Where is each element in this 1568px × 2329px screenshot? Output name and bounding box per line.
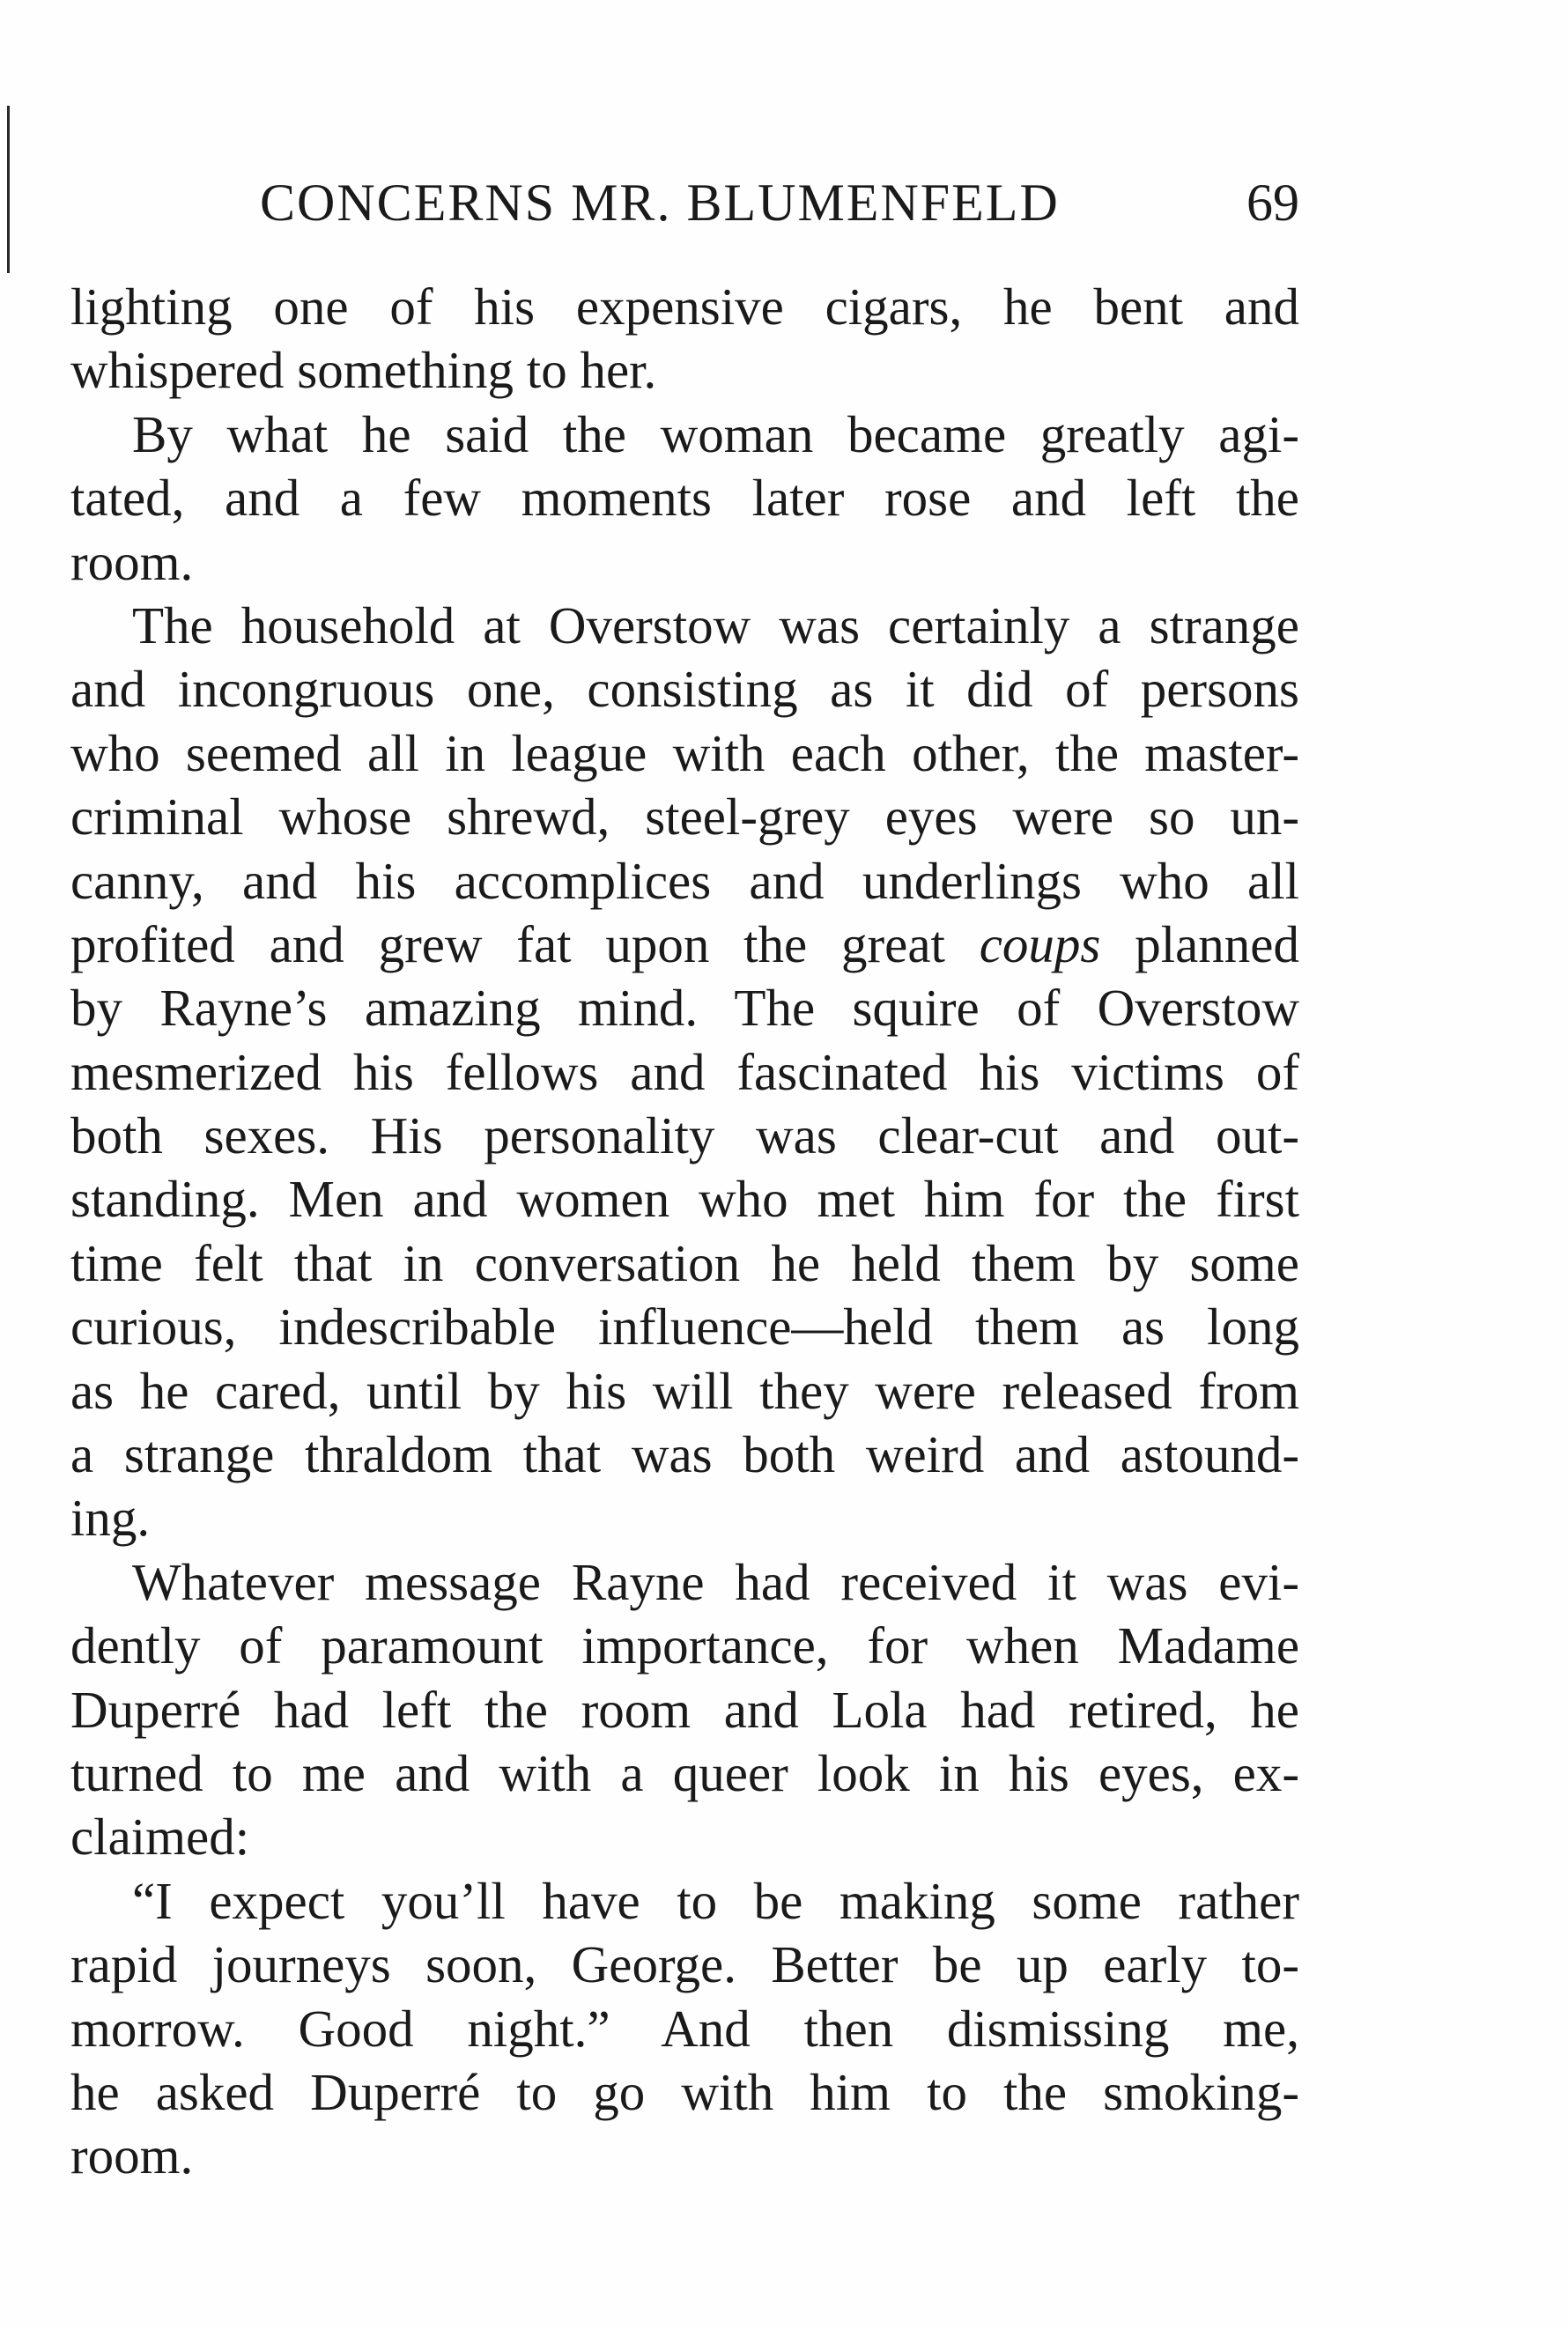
text-line: canny, and his accomplices and underlings who all bbox=[70, 851, 1299, 910]
text-line: lighting one of his expensive cigars, he bent and bbox=[70, 277, 1299, 336]
text-line: and incongruous one, consisting as it did of persons bbox=[70, 660, 1299, 719]
text-segment: planned bbox=[1100, 914, 1299, 973]
text-line: who seemed all in league with each other, the master- bbox=[70, 723, 1299, 782]
text-line: mesmerized his fellows and fascinated his victims of bbox=[70, 1042, 1299, 1101]
text-line: rapid journeys soon, George. Better be up early to- bbox=[70, 1935, 1299, 1994]
text-line: ing. bbox=[70, 1489, 151, 1548]
text-line: tated, and a few moments later rose and left the bbox=[70, 469, 1299, 528]
text-line: standing. Men and women who met him for the first bbox=[70, 1170, 1299, 1229]
text-line: as he cared, until by his will they were released from bbox=[70, 1361, 1299, 1420]
text-line: room. bbox=[70, 2126, 194, 2185]
binding-edge-shadow bbox=[7, 106, 10, 273]
paragraph-first-line: The household at Overstow was certainly a strange bbox=[132, 595, 1299, 654]
text-line: he asked Duperré to go with him to the smoking- bbox=[70, 2062, 1299, 2121]
text-line: time felt that in conversation he held them by some bbox=[70, 1233, 1299, 1292]
text-line: both sexes. His personality was clear-cut and out- bbox=[70, 1106, 1299, 1165]
text-line: morrow. Good night.” And then dismissing me, bbox=[70, 1999, 1299, 2058]
paragraph-first-line: By what he said the woman became greatly agi- bbox=[132, 404, 1299, 463]
text-line: room. bbox=[70, 532, 194, 591]
paragraph-first-line: Whatever message Rayne had received it was evi- bbox=[132, 1552, 1299, 1611]
text-line: claimed: bbox=[70, 1808, 250, 1867]
text-segment: profited and grew fat upon the great bbox=[70, 914, 980, 973]
text-line: a strange thraldom that was both weird and astound- bbox=[70, 1425, 1299, 1484]
paragraph-first-line: “I expect you’ll have to be making some rather bbox=[132, 1871, 1299, 1930]
running-head bbox=[70, 163, 1299, 242]
text-line: whispered something to her. bbox=[70, 341, 657, 400]
running-title: CONCERNS MR. BLUMENFELD bbox=[260, 174, 1060, 232]
text-line: dently of paramount importance, for when Madame bbox=[70, 1616, 1299, 1675]
text-line: curious, indescribable influence—held them as long bbox=[70, 1298, 1299, 1357]
italic-word: coups bbox=[979, 914, 1101, 973]
text-line: by Rayne’s amazing mind. The squire of Overstow bbox=[70, 979, 1299, 1038]
text-line bbox=[70, 913, 1299, 976]
text-line: Duperré had left the room and Lola had retired, he bbox=[70, 1680, 1299, 1739]
body-text bbox=[70, 275, 1299, 2188]
page-number: 69 bbox=[1246, 174, 1299, 232]
text-line: criminal whose shrewd, steel-grey eyes were so un- bbox=[70, 787, 1299, 847]
text-line: turned to me and with a queer look in his eyes, ex- bbox=[70, 1743, 1299, 1802]
